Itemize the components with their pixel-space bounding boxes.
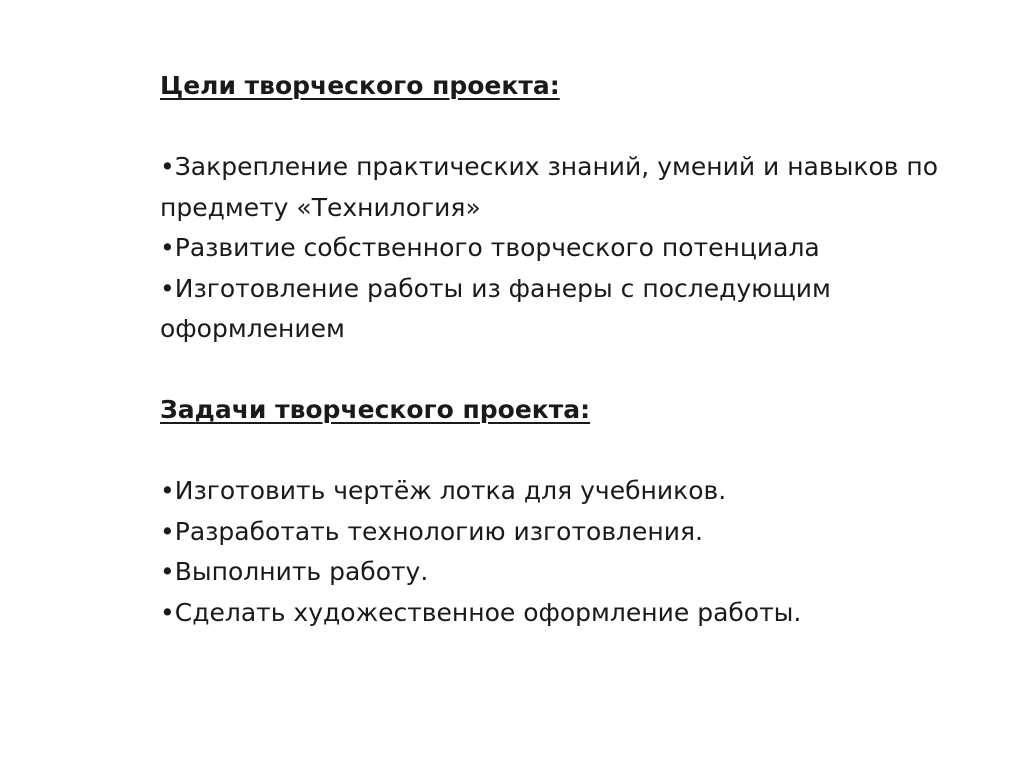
tasks-item: •Изготовить чертёж лотка для учебников. (160, 476, 727, 505)
tasks-list (160, 471, 960, 633)
spacer (160, 350, 960, 391)
goals-heading: Цели творческого проекта: (160, 71, 560, 100)
spacer (160, 107, 960, 148)
goals-item: •Изготовление работы из фанеры с последующим оформлением (160, 273, 831, 343)
tasks-item: •Выполнить работу. (160, 557, 429, 586)
tasks-item: •Разработать технологию изготовления. (160, 516, 703, 546)
goals-item: •Закрепление практических знаний, умений и навыков по предмету «Технилогия» (160, 152, 939, 222)
spacer (160, 431, 960, 472)
goals-item: •Развитие собственного творческого потенциала (160, 233, 820, 262)
goals-list (160, 147, 960, 350)
tasks-heading: Задачи творческого проекта: (160, 395, 591, 424)
slide-content (160, 66, 960, 633)
tasks-item: •Сделать художественное оформление работы. (160, 597, 802, 627)
